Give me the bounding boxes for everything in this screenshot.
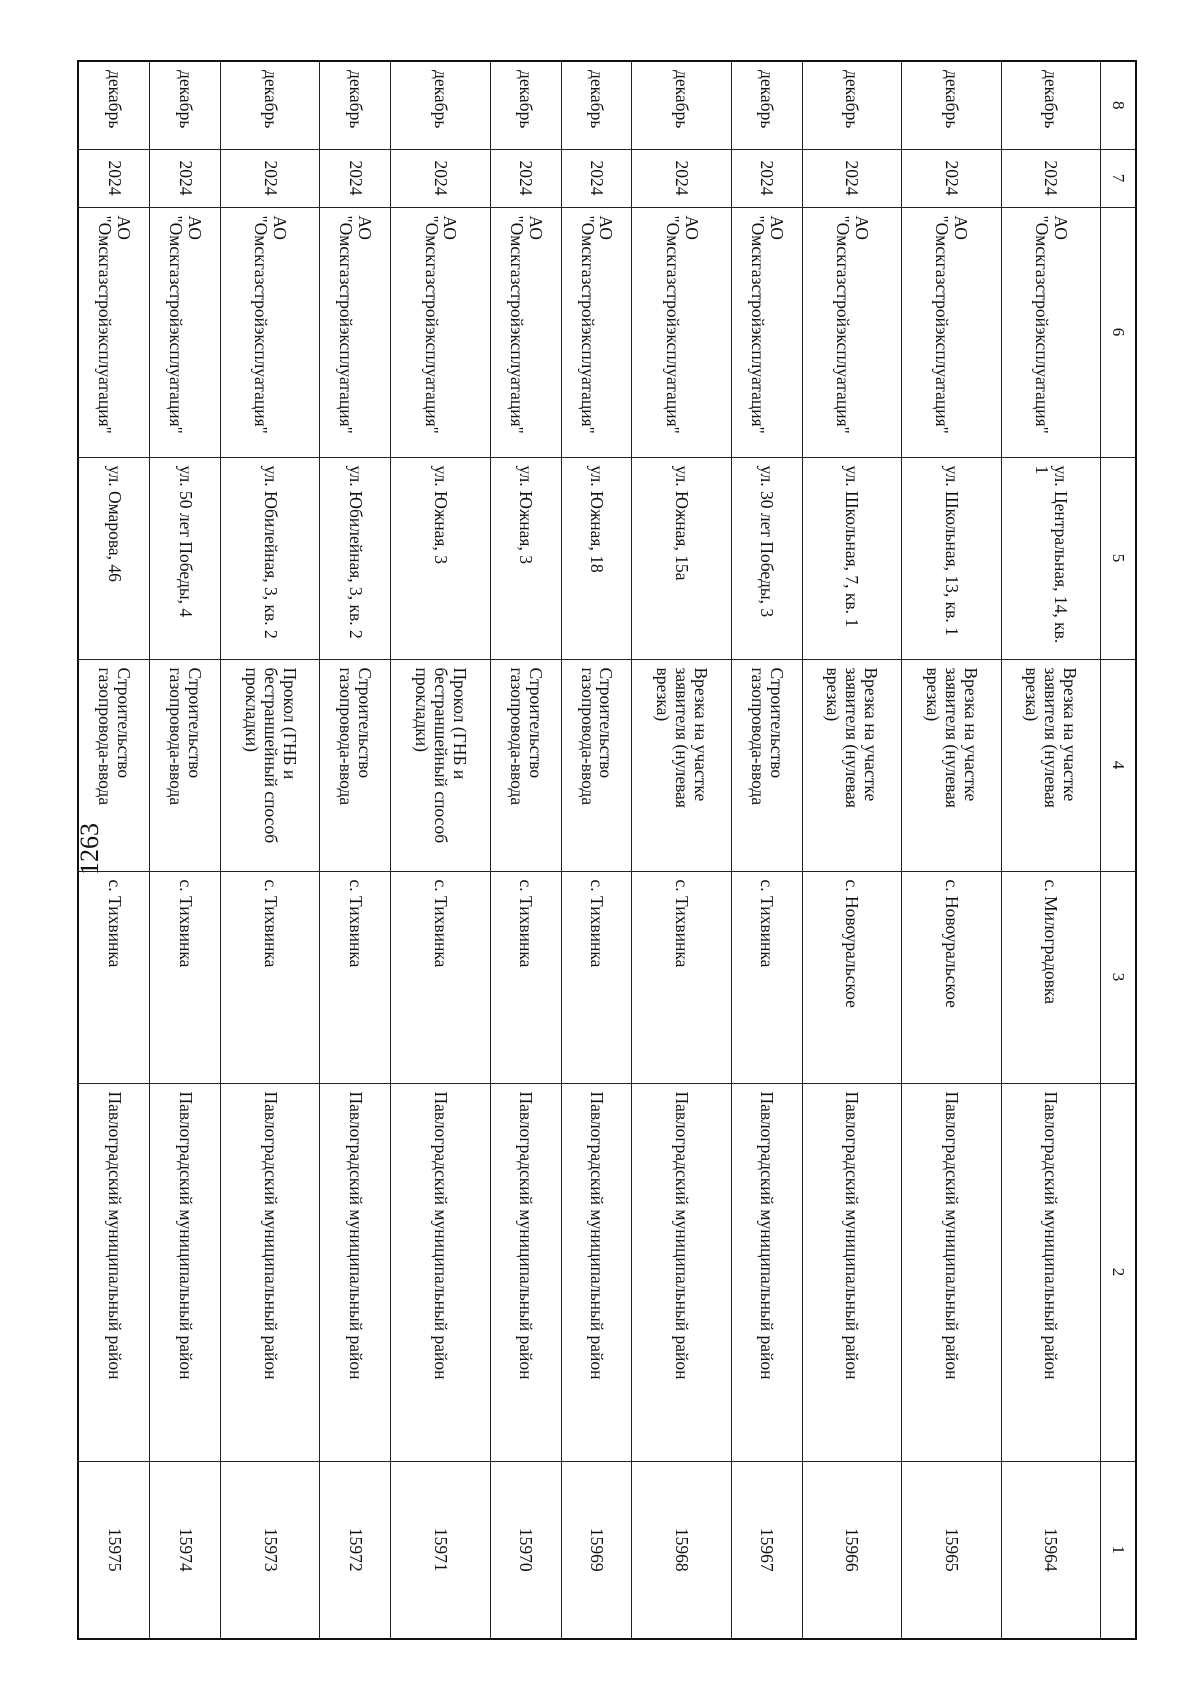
cell-organization: АО "Омскгазстройэксплуатация" <box>632 207 731 457</box>
table-row <box>561 61 632 1639</box>
table-row <box>150 61 221 1639</box>
column-header: 5 <box>1101 457 1137 659</box>
cell-id: 15972 <box>320 1461 391 1639</box>
cell-address: ул. Южная, 3 <box>391 457 490 659</box>
cell-organization: АО "Омскгазстройэксплуатация" <box>391 207 490 457</box>
cell-month: декабрь <box>391 61 490 149</box>
column-header: 1 <box>1101 1461 1137 1639</box>
cell-work-type: Строительство газопровода-ввода <box>490 659 561 871</box>
column-header: 8 <box>1101 61 1137 149</box>
cell-month: декабрь <box>632 61 731 149</box>
cell-organization: АО "Омскгазстройэксплуатация" <box>1001 207 1100 457</box>
cell-settlement: с. Тихвинка <box>490 871 561 1083</box>
cell-month: декабрь <box>221 61 320 149</box>
cell-organization: АО "Омскгазстройэксплуатация" <box>490 207 561 457</box>
cell-id: 15965 <box>902 1461 1001 1639</box>
cell-organization: АО "Омскгазстройэксплуатация" <box>902 207 1001 457</box>
cell-work-type: Прокол (ГНБ и бестраншейный способ прокладки) <box>391 659 490 871</box>
table-row <box>902 61 1001 1639</box>
cell-district: Павлоградский муниципальный район <box>490 1083 561 1461</box>
cell-district: Павлоградский муниципальный район <box>802 1083 901 1461</box>
cell-month: декабрь <box>731 61 802 149</box>
cell-settlement: с. Милоградовка <box>1001 871 1100 1083</box>
cell-district: Павлоградский муниципальный район <box>150 1083 221 1461</box>
cell-year: 2024 <box>802 149 901 207</box>
cell-organization: АО "Омскгазстройэксплуатация" <box>221 207 320 457</box>
cell-month: декабрь <box>150 61 221 149</box>
cell-address: ул. Южная, 15а <box>632 457 731 659</box>
cell-settlement: с. Тихвинка <box>221 871 320 1083</box>
cell-address: ул. Школьная, 13, кв. 1 <box>902 457 1001 659</box>
cell-settlement: с. Тихвинка <box>391 871 490 1083</box>
cell-year: 2024 <box>78 149 150 207</box>
cell-id: 15973 <box>221 1461 320 1639</box>
table-container <box>77 60 1137 1638</box>
cell-district: Павлоградский муниципальный район <box>902 1083 1001 1461</box>
cell-work-type: Врезка на участке заявителя (нулевая врезка) <box>902 659 1001 871</box>
cell-year: 2024 <box>221 149 320 207</box>
cell-organization: АО "Омскгазстройэксплуатация" <box>561 207 632 457</box>
table-row <box>802 61 901 1639</box>
cell-district: Павлоградский муниципальный район <box>320 1083 391 1461</box>
column-header: 3 <box>1101 871 1137 1083</box>
cell-address: ул. Школьная, 7, кв. 1 <box>802 457 901 659</box>
cell-work-type: Строительство газопровода-ввода <box>150 659 221 871</box>
column-header: 6 <box>1101 207 1137 457</box>
cell-address: ул. 50 лет Победы, 4 <box>150 457 221 659</box>
cell-year: 2024 <box>320 149 391 207</box>
cell-settlement: с. Тихвинка <box>731 871 802 1083</box>
cell-id: 15971 <box>391 1461 490 1639</box>
cell-district: Павлоградский муниципальный район <box>632 1083 731 1461</box>
cell-id: 15964 <box>1001 1461 1100 1639</box>
cell-address: ул. Южная, 18 <box>561 457 632 659</box>
data-table <box>77 60 1137 1640</box>
cell-month: декабрь <box>1001 61 1100 149</box>
cell-settlement: с. Тихвинка <box>632 871 731 1083</box>
table-row <box>78 61 150 1639</box>
cell-year: 2024 <box>150 149 221 207</box>
cell-settlement: с. Тихвинка <box>320 871 391 1083</box>
table-row <box>1001 61 1100 1639</box>
table-row <box>221 61 320 1639</box>
cell-address: ул. Юбилейная, 3, кв. 2 <box>221 457 320 659</box>
table-row <box>320 61 391 1639</box>
column-header: 4 <box>1101 659 1137 871</box>
cell-work-type: Врезка на участке заявителя (нулевая врезка) <box>1001 659 1100 871</box>
cell-district: Павлоградский муниципальный район <box>391 1083 490 1461</box>
cell-id: 15968 <box>632 1461 731 1639</box>
cell-year: 2024 <box>1001 149 1100 207</box>
cell-settlement: с. Тихвинка <box>78 871 150 1083</box>
cell-id: 15975 <box>78 1461 150 1639</box>
table-row <box>490 61 561 1639</box>
cell-year: 2024 <box>391 149 490 207</box>
cell-district: Павлоградский муниципальный район <box>221 1083 320 1461</box>
column-header: 7 <box>1101 149 1137 207</box>
cell-district: Павлоградский муниципальный район <box>1001 1083 1100 1461</box>
cell-work-type: Строительство газопровода-ввода <box>561 659 632 871</box>
cell-id: 15974 <box>150 1461 221 1639</box>
cell-id: 15970 <box>490 1461 561 1639</box>
cell-settlement: с. Тихвинка <box>561 871 632 1083</box>
table-row <box>731 61 802 1639</box>
cell-work-type: Строительство газопровода-ввода <box>78 659 150 871</box>
cell-address: ул. Омарова, 46 <box>78 457 150 659</box>
cell-work-type: Прокол (ГНБ и бестраншейный способ прокладки) <box>221 659 320 871</box>
cell-month: декабрь <box>490 61 561 149</box>
table-row <box>391 61 490 1639</box>
cell-settlement: с. Новоуральское <box>902 871 1001 1083</box>
cell-district: Павлоградский муниципальный район <box>78 1083 150 1461</box>
cell-work-type: Строительство газопровода-ввода <box>320 659 391 871</box>
cell-id: 15967 <box>731 1461 802 1639</box>
cell-organization: АО "Омскгазстройэксплуатация" <box>150 207 221 457</box>
cell-work-type: Строительство газопровода-ввода <box>731 659 802 871</box>
column-header: 2 <box>1101 1083 1137 1461</box>
cell-month: декабрь <box>320 61 391 149</box>
cell-month: декабрь <box>561 61 632 149</box>
cell-district: Павлоградский муниципальный район <box>731 1083 802 1461</box>
cell-month: декабрь <box>902 61 1001 149</box>
cell-organization: АО "Омскгазстройэксплуатация" <box>802 207 901 457</box>
cell-id: 15969 <box>561 1461 632 1639</box>
cell-settlement: с. Тихвинка <box>150 871 221 1083</box>
cell-settlement: с. Новоуральское <box>802 871 901 1083</box>
cell-district: Павлоградский муниципальный район <box>561 1083 632 1461</box>
header-row <box>1101 61 1137 1639</box>
cell-organization: АО "Омскгазстройэксплуатация" <box>731 207 802 457</box>
cell-work-type: Врезка на участке заявителя (нулевая врезка) <box>632 659 731 871</box>
table-row <box>632 61 731 1639</box>
cell-month: декабрь <box>802 61 901 149</box>
cell-organization: АО "Омскгазстройэксплуатация" <box>78 207 150 457</box>
page-number: 1263 <box>75 823 104 875</box>
cell-year: 2024 <box>731 149 802 207</box>
cell-address: ул. Южная, 3 <box>490 457 561 659</box>
cell-work-type: Врезка на участке заявителя (нулевая врезка) <box>802 659 901 871</box>
cell-address: ул. Центральная, 14, кв. 1 <box>1001 457 1100 659</box>
cell-address: ул. 30 лет Победы, 3 <box>731 457 802 659</box>
cell-year: 2024 <box>561 149 632 207</box>
cell-id: 15966 <box>802 1461 901 1639</box>
cell-year: 2024 <box>902 149 1001 207</box>
cell-year: 2024 <box>632 149 731 207</box>
cell-address: ул. Юбилейная, 3, кв. 2 <box>320 457 391 659</box>
cell-month: декабрь <box>78 61 150 149</box>
cell-year: 2024 <box>490 149 561 207</box>
cell-organization: АО "Омскгазстройэксплуатация" <box>320 207 391 457</box>
